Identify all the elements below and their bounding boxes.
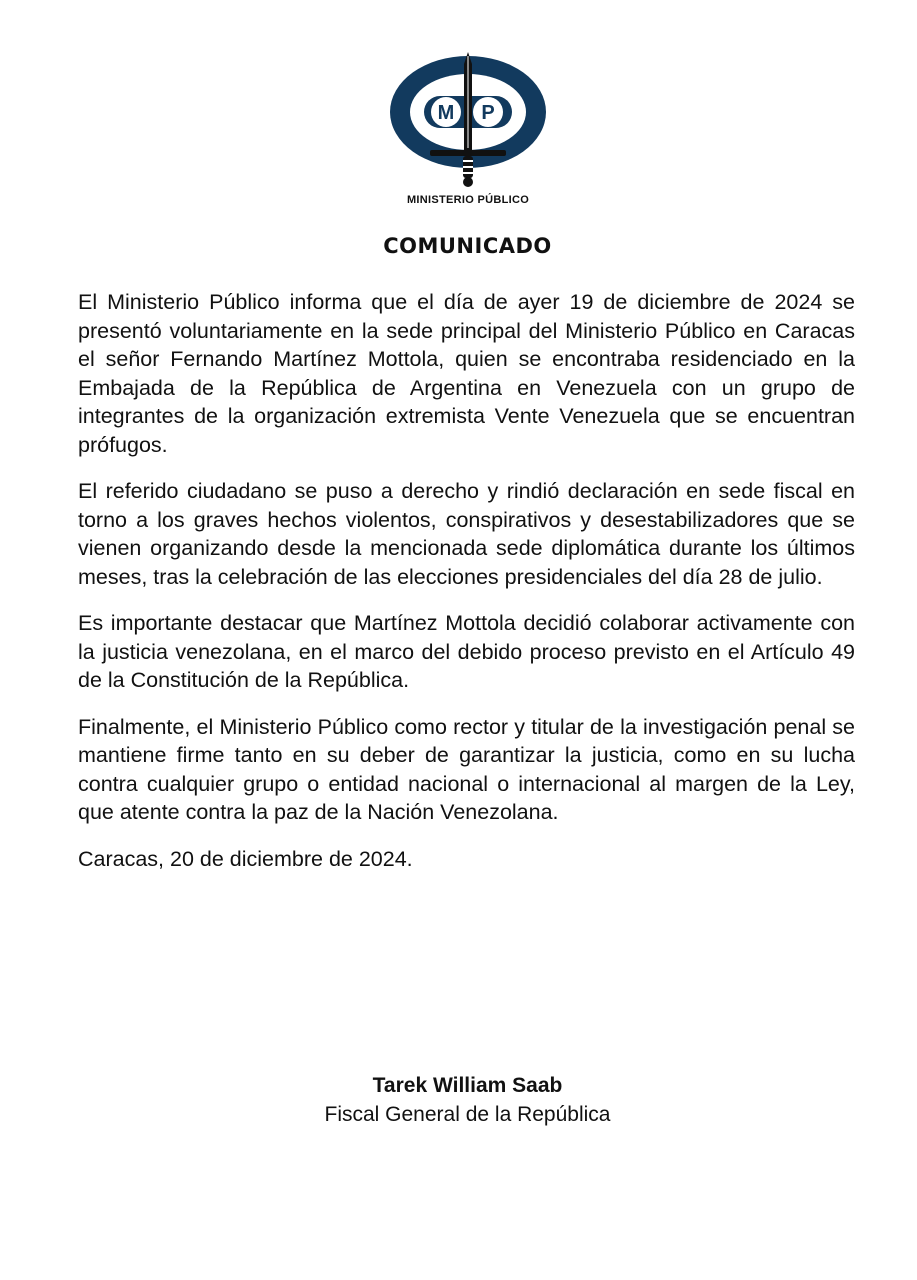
paragraph-1: El Ministerio Público informa que el día de ayer 19 de diciembre de 2024 se presentó voluntariamente en la sede principal del Ministerio Público en Caracas el señor Fernando Martínez Mottola, quien se encontraba residenciado en la Embajada de la República de Argentina en Venezuela con un grupo de integrantes de la organización extremista Vente Venezuela que se encuentran prófugos. bbox=[78, 290, 855, 457]
signatory-name: Tarek William Saab bbox=[372, 1074, 563, 1097]
document-body bbox=[78, 288, 855, 873]
sword-emblem-icon bbox=[384, 50, 552, 190]
signature-block bbox=[0, 1072, 917, 1130]
paragraph-4: Finalmente, el Ministerio Público como rector y titular de la investigación penal se mantiene firme tanto en su deber de garantizar la justicia, como en su lucha contra cualquier grupo o entidad nacional o internacional al margen de la Ley, que atente contra la paz de la Nación Venezolana. bbox=[78, 714, 855, 824]
ministerio-publico-logo bbox=[384, 50, 552, 215]
paragraph-3: Es importante destacar que Martínez Mottola decidió colaborar activamente con la justicia venezolana, en el marco del debido proceso previsto en el Artículo 49 de la Constitución de la República. bbox=[78, 611, 855, 692]
logo-initial-m: M bbox=[437, 102, 455, 124]
logo-initial-p: P bbox=[481, 102, 495, 124]
signatory-title: Fiscal General de la República bbox=[324, 1103, 611, 1126]
logo-caption: MINISTERIO PÚBLICO bbox=[406, 194, 530, 206]
paragraph-2: El referido ciudadano se puso a derecho y rindió declaración en sede fiscal en torno a los graves hechos violentos, conspirativos y desestabilizadores que se vienen organizando desde la mencionada sede diplomática durante los últimos meses, tras la celebración de las elecciones presidenciales del día 28 de julio. bbox=[78, 479, 855, 589]
document-title: COMUNICADO bbox=[383, 234, 552, 258]
date-line: Caracas, 20 de diciembre de 2024. bbox=[78, 846, 413, 871]
